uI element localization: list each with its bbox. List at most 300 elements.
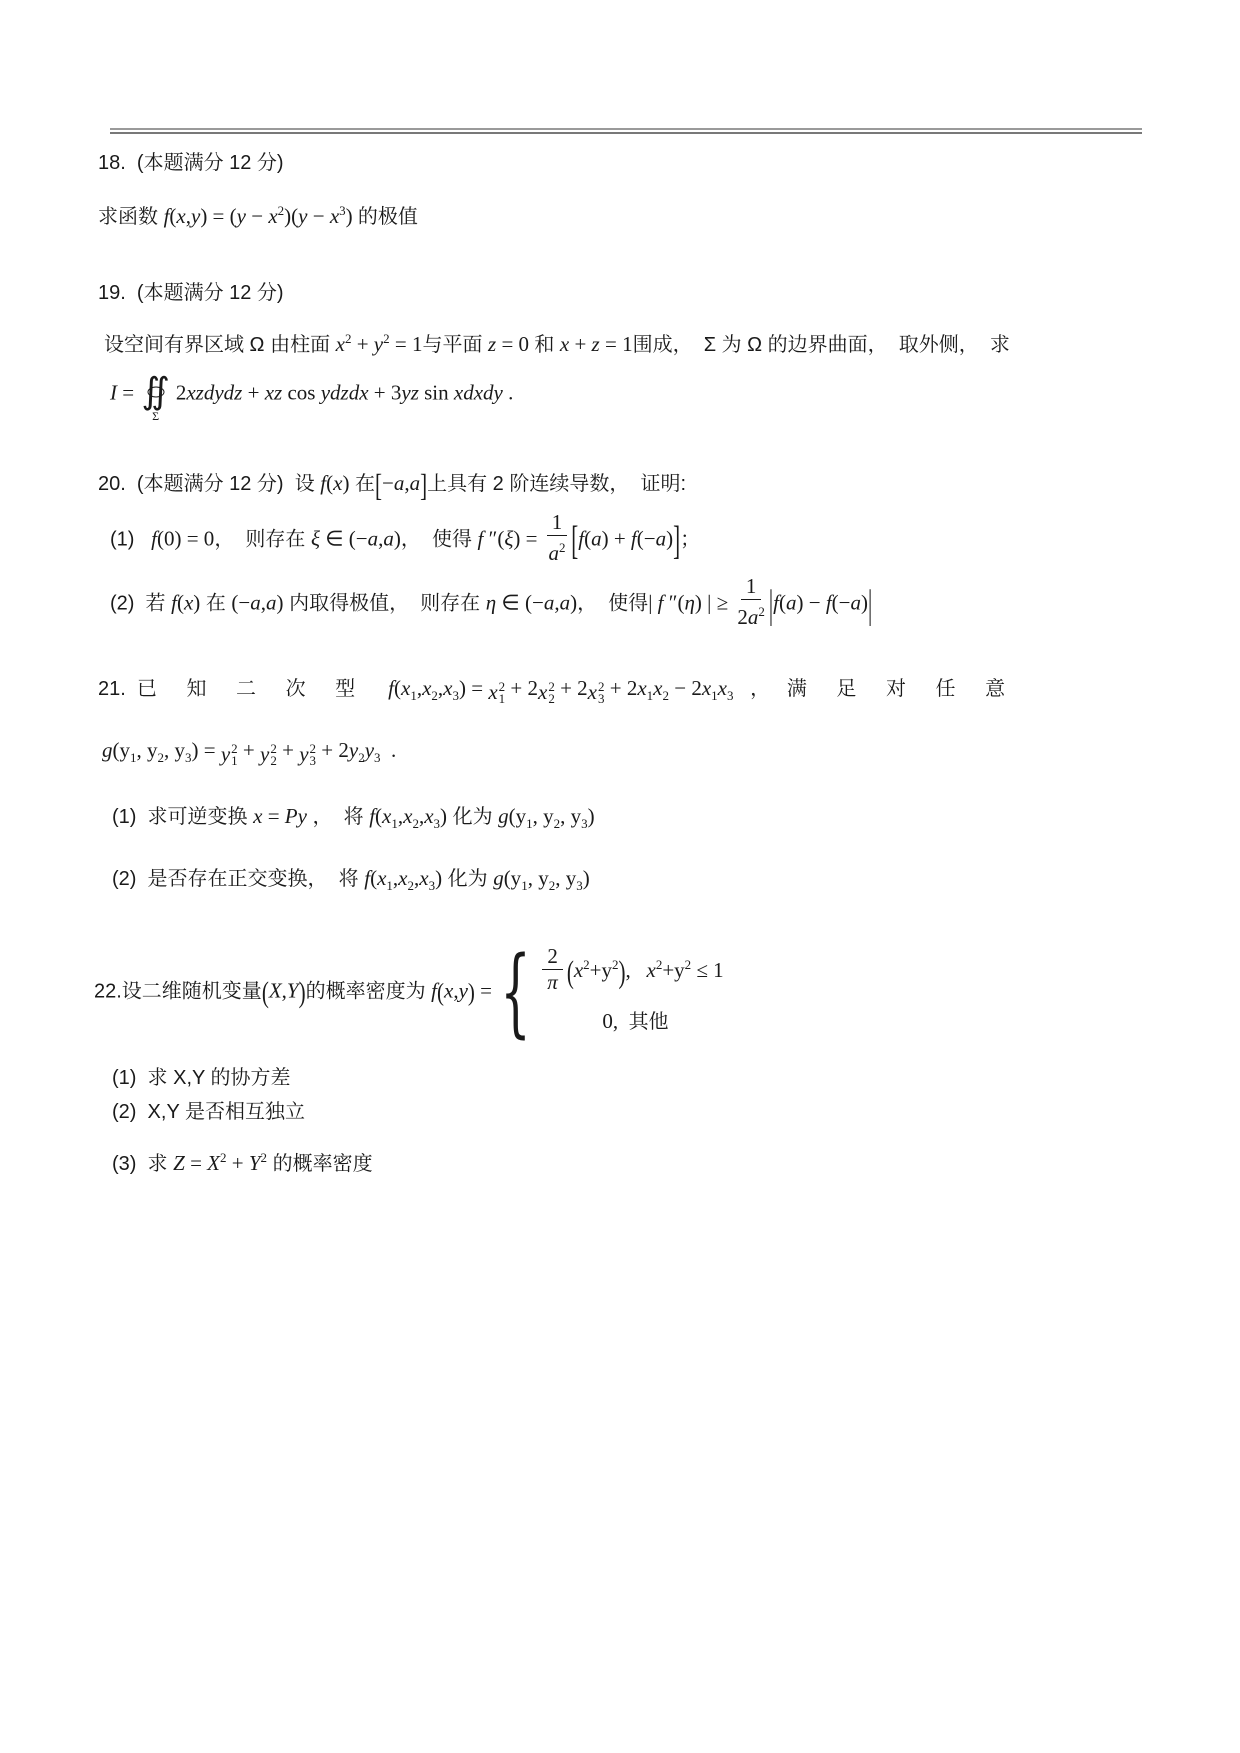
text-run: a: [266, 590, 277, 615]
text-run: z: [591, 332, 600, 356]
text-run: x: [398, 866, 408, 890]
text-run: x: [443, 676, 453, 700]
text-run: ): [587, 804, 595, 828]
text-run: (2) X,Y 是否相互独立: [112, 1101, 305, 1123]
text-run: ): [861, 590, 868, 615]
text-run: ): [467, 977, 475, 1007]
text-run: a: [250, 590, 261, 615]
text-run: 1: [526, 816, 533, 831]
text-run: X: [268, 978, 282, 1003]
question-18: [98, 148, 1142, 232]
text-run: +: [276, 738, 300, 762]
text-run: , y: [136, 738, 158, 762]
cases-row: [538, 944, 724, 996]
text-run: f: [369, 804, 376, 828]
text-run: 20. (本题满分 12 分) 设: [98, 473, 321, 495]
text-run: x: [335, 332, 345, 356]
sub-sup-group: [221, 739, 238, 769]
text-run: ， 使得: [577, 592, 649, 615]
text-run: 2: [558, 540, 566, 555]
text-run: = 1: [599, 332, 633, 356]
left-brace: {: [500, 936, 532, 1048]
sub-sup-group: [299, 739, 316, 769]
text-run: (: [566, 953, 574, 990]
ss-sup: 2: [309, 741, 317, 756]
text-run: x: [253, 804, 263, 828]
text-run: (−: [636, 526, 656, 551]
text-run: x: [419, 866, 429, 890]
text-run: 其他: [628, 1011, 669, 1033]
text-run: 2: [277, 203, 285, 218]
text-run: ): [193, 590, 201, 615]
text-run: 2: [583, 956, 590, 972]
text-run: 3: [452, 688, 459, 703]
ss-sub: 3: [309, 753, 317, 768]
math-fraction: [737, 575, 765, 629]
text-run: (y: [508, 804, 527, 828]
text-run: 2: [344, 331, 352, 346]
text-run: (: [436, 977, 444, 1007]
question-22: [94, 936, 1142, 1179]
text-run: x: [329, 204, 340, 228]
text-run: , y: [527, 866, 549, 890]
text-run: ,: [397, 804, 404, 828]
text-run: ,: [625, 957, 647, 982]
fraction-numerator: [542, 945, 563, 970]
text-run: a: [383, 526, 394, 551]
text-run: ) −: [796, 590, 826, 615]
text-run: .: [502, 380, 514, 405]
text-run: 设空间有界区域 Ω 由柱面: [104, 334, 336, 356]
text-run: a: [655, 526, 667, 551]
text-run: 2: [547, 944, 558, 968]
ss-base: x: [488, 680, 498, 704]
text-run: ， 将: [306, 806, 370, 828]
text-run: Py: [284, 804, 307, 828]
text-run: f: [364, 866, 371, 890]
text-run: x: [403, 804, 413, 828]
text-run: 2: [157, 750, 164, 765]
text-run: Y: [286, 978, 299, 1003]
math-fraction: [547, 511, 568, 565]
text-run: f: [388, 676, 394, 700]
text-run: 1: [551, 510, 563, 534]
cases-rows: [538, 944, 724, 1037]
text-run: 3: [581, 816, 588, 831]
text-run: ,: [392, 866, 399, 890]
ss-stack: [270, 743, 277, 767]
text-run: |: [868, 581, 873, 628]
text-run: |: [768, 581, 774, 628]
text-run: X: [207, 1151, 220, 1175]
text-run: (: [169, 204, 177, 228]
text-run: [: [375, 467, 382, 503]
text-run: ): [298, 975, 306, 1010]
text-run: ) =: [191, 738, 221, 762]
text-run: x: [701, 676, 712, 700]
text-run: =: [474, 978, 498, 1003]
text-run: 3: [339, 203, 346, 218]
text-run: y: [373, 332, 384, 356]
text-run: (y: [503, 866, 522, 890]
text-run: x: [443, 978, 454, 1003]
ss-sub: 2: [270, 753, 277, 768]
text-run: 2: [553, 816, 561, 831]
text-run: (: [375, 804, 383, 828]
ss-sup: 2: [548, 679, 555, 694]
text-run: (1) 求 X,Y 的协方差: [112, 1067, 291, 1089]
text-run: ]: [673, 517, 681, 564]
text-run: 和: [534, 334, 560, 356]
text-run: =: [117, 380, 140, 405]
text-run: ∈ (−: [496, 590, 544, 615]
text-run: a: [785, 590, 797, 615]
text-run: 围成， Σ 为 Ω 的边界曲面， 取外侧， 求: [632, 334, 1010, 356]
text-run: f: [163, 204, 170, 228]
text-run: ydzdx: [320, 380, 369, 405]
text-run: x: [637, 676, 647, 700]
text-run: y: [190, 204, 201, 228]
text-run: +: [351, 332, 374, 356]
text-run: 与平面: [422, 334, 489, 356]
text-run: a: [367, 526, 379, 551]
text-run: ): [435, 866, 443, 890]
text-run: ≤ 1: [691, 957, 724, 982]
text-run: ): [342, 471, 350, 495]
text-run: 3: [428, 878, 436, 893]
ss-sup: 2: [231, 741, 238, 756]
text-run: f: [578, 526, 585, 551]
text-run: ,: [260, 590, 267, 615]
text-run: f: [151, 526, 157, 551]
text-run: xz: [264, 380, 283, 405]
text-run: ]: [420, 467, 428, 503]
text-run: 的极值: [357, 206, 418, 228]
text-run: ,: [418, 804, 425, 828]
text-run: )(: [284, 204, 299, 228]
text-run: (3) 求: [112, 1153, 174, 1175]
text-run: 2: [662, 688, 669, 703]
text-run: 2: [431, 688, 438, 703]
text-run: 的概率密度: [267, 1153, 373, 1175]
text-run: 化为: [447, 806, 499, 828]
text-run: , y: [555, 866, 577, 890]
text-run: ): [393, 526, 401, 551]
text-run: ): [666, 526, 674, 551]
text-run: 2: [412, 816, 419, 831]
text-run: ): [440, 804, 448, 828]
ss-sub: 1: [498, 691, 506, 706]
integral-subscript: Σ: [152, 409, 160, 423]
text-run: 求函数: [98, 206, 164, 228]
text-run: +: [242, 380, 265, 405]
question-20: [98, 468, 1142, 631]
text-run: f: [477, 526, 484, 551]
text-run: 1: [130, 750, 137, 765]
question-22-statement: [94, 936, 1142, 1048]
text-run: 2: [611, 956, 619, 972]
text-run: 1: [521, 878, 528, 893]
text-run: 在: [349, 473, 375, 495]
text-run: a: [548, 541, 559, 565]
text-run: x: [333, 471, 343, 495]
text-run: y: [236, 204, 246, 228]
text-run: x: [573, 957, 584, 982]
question-19-statement: [104, 324, 1142, 360]
text-run: + 2: [604, 676, 638, 700]
text-run: ) =: [458, 676, 489, 700]
text-run: +: [569, 332, 592, 356]
text-run: 1: [646, 688, 654, 703]
text-run: f: [630, 526, 637, 551]
text-run: 2: [260, 1150, 268, 1165]
text-run: a: [850, 590, 861, 615]
text-run: ) = (: [200, 204, 237, 228]
text-run: xzdydz: [186, 380, 243, 405]
text-run: 3: [374, 750, 381, 765]
text-run: z: [488, 332, 497, 356]
text-run: ″(: [483, 526, 505, 551]
text-run: ,: [378, 526, 384, 551]
ss-base: x: [538, 680, 548, 704]
question-20-heading: [98, 467, 1142, 503]
question-22-part-2: [112, 1097, 1142, 1127]
text-run: cos: [282, 380, 321, 405]
text-run: (: [394, 676, 401, 700]
text-run: π: [547, 970, 558, 994]
question-19-heading: [98, 278, 1142, 308]
surface-integral-symbol: [141, 373, 170, 421]
ss-stack: [499, 681, 506, 705]
text-run: −: [307, 204, 330, 228]
text-run: ) +: [601, 526, 631, 551]
text-run: Z: [173, 1151, 185, 1175]
text-run: η: [485, 590, 497, 615]
text-run: 19. (本题满分 12 分): [98, 282, 284, 304]
text-run: ,: [453, 978, 459, 1003]
text-run: 1: [410, 688, 417, 703]
text-run: 上具有 2 阶连续导数， 证明:: [427, 473, 686, 495]
text-run: x: [382, 804, 392, 828]
question-19-integral: [110, 370, 1142, 423]
question-21-part-1: [112, 801, 1142, 839]
text-run: x: [717, 676, 727, 700]
text-run: 2: [175, 380, 187, 405]
text-run: x: [183, 590, 194, 615]
text-run: f: [431, 978, 437, 1003]
text-run: 2: [219, 1150, 227, 1165]
text-run: (2) 是否存在正交变换， 将: [112, 868, 365, 890]
text-run: 18. (本题满分 12 分): [98, 152, 284, 174]
text-run: 2: [737, 605, 748, 629]
ss-stack: [231, 743, 238, 767]
fraction-denominator: [547, 970, 558, 994]
text-run: =: [184, 1151, 208, 1175]
text-run: f: [171, 590, 177, 615]
text-run: y: [364, 738, 375, 762]
cases-row: [602, 1006, 723, 1037]
text-run: (: [370, 866, 378, 890]
question-20-part-2: [110, 574, 1142, 631]
question-18-body: [98, 196, 1142, 232]
fraction-denominator: [737, 600, 765, 629]
text-run: 满 足 对 任 意: [786, 678, 1018, 700]
sub-sup-group: [588, 677, 605, 707]
text-run: ， 则存在: [214, 528, 311, 551]
text-run: ξ: [504, 526, 514, 551]
text-run: f: [320, 471, 327, 495]
fraction-numerator: [547, 511, 568, 536]
ss-sub: 2: [548, 691, 555, 706]
text-run: g: [493, 866, 504, 890]
text-run: Y: [248, 1151, 261, 1175]
ss-sup: 2: [598, 679, 605, 694]
text-run: x: [646, 957, 656, 982]
text-run: f: [773, 590, 779, 615]
text-run: ,: [281, 978, 287, 1003]
text-run: + 2: [554, 676, 588, 700]
text-run: −: [382, 471, 394, 495]
text-run: , y: [560, 804, 582, 828]
text-run: 内取得极值， 则存在: [283, 592, 486, 615]
question-22-part-3: [112, 1143, 1142, 1179]
text-run: (: [261, 975, 269, 1010]
text-run: 2: [383, 331, 390, 346]
text-run: xdxdy: [453, 380, 503, 405]
text-run: x: [176, 204, 186, 228]
text-run: = 1: [389, 332, 423, 356]
text-run: + 2: [505, 676, 538, 700]
double-integral-glyph: ∫∫: [141, 373, 170, 411]
sub-sup-group: [488, 677, 505, 707]
text-run: 2: [655, 956, 663, 972]
text-run: g: [498, 804, 509, 828]
text-run: 2: [548, 878, 556, 893]
text-run: 2: [684, 956, 692, 972]
text-run: x: [422, 676, 432, 700]
text-run: x: [653, 676, 663, 700]
ss-sup: 2: [270, 741, 277, 756]
text-run: a: [543, 590, 555, 615]
text-run: ,: [413, 866, 420, 890]
text-run: y: [298, 204, 308, 228]
text-run: 的概率密度为: [305, 980, 432, 1003]
text-run: x: [559, 332, 570, 356]
text-run: ): [582, 866, 590, 890]
text-run: +: [226, 1151, 249, 1175]
text-run: f: [657, 590, 664, 615]
text-run: ): [345, 204, 358, 228]
ss-sup: 2: [498, 679, 506, 694]
text-run: , y: [164, 738, 185, 762]
text-run: , y: [532, 804, 554, 828]
text-run: ∈ (−: [319, 526, 368, 551]
text-run: y: [348, 738, 359, 762]
text-run: −: [245, 204, 269, 228]
text-run: +y: [662, 957, 685, 982]
text-run: 2: [358, 750, 365, 765]
ss-base: y: [260, 742, 270, 766]
text-run: +y: [589, 957, 612, 982]
text-run: yz: [401, 380, 419, 405]
text-run: ,: [185, 204, 191, 228]
question-21-part-2: [112, 863, 1142, 901]
text-run: [367, 676, 388, 700]
text-run: .: [380, 738, 397, 762]
ss-base: x: [587, 680, 597, 704]
text-run: ) =: [513, 526, 543, 551]
text-run: ): [570, 590, 578, 615]
text-run: 1: [745, 574, 757, 598]
text-run: sin: [418, 380, 454, 405]
text-run: ″(: [663, 590, 685, 615]
text-run: ξ: [310, 526, 320, 551]
text-run: (y: [112, 738, 130, 762]
integral-ring: [147, 387, 164, 398]
text-run: |: [648, 590, 658, 615]
text-run: (1): [110, 528, 152, 551]
text-run: x: [424, 804, 434, 828]
question-19: [98, 278, 1142, 423]
text-run: 22.设二维随机变量: [94, 980, 262, 1003]
text-run: 在: [200, 592, 232, 615]
text-run: ,: [416, 676, 423, 700]
text-run: (−: [231, 590, 251, 615]
text-run: +: [237, 738, 261, 762]
text-run: 1: [391, 816, 398, 831]
text-run: a: [747, 605, 759, 629]
question-22-part-1: [112, 1063, 1142, 1093]
top-divider: [110, 128, 1142, 134]
text-run: (: [176, 590, 184, 615]
text-run: = 0: [496, 332, 535, 356]
text-run: + 3: [368, 380, 402, 405]
text-run: ，: [733, 678, 787, 700]
sub-sup-group: [538, 677, 555, 707]
text-run: (−: [831, 590, 851, 615]
text-run: a: [591, 526, 602, 551]
text-run: x: [377, 866, 387, 890]
question-20-part-1: [110, 510, 1142, 567]
text-run: 已 知 二 次 型: [136, 678, 368, 700]
fraction-denominator: [548, 536, 565, 565]
sub-sup-group: [260, 739, 277, 769]
question-21-statement-1: [98, 673, 1142, 711]
question-21: [98, 673, 1142, 901]
text-run: (0) = 0: [156, 526, 215, 551]
text-run: − 2: [669, 676, 702, 700]
text-run: y: [458, 978, 468, 1003]
text-run: 0,: [602, 1009, 629, 1033]
text-run: I: [110, 380, 117, 405]
text-run: (: [584, 526, 592, 551]
text-run: ): [618, 953, 626, 990]
text-run: g: [102, 738, 113, 762]
text-run: ) | ≥: [694, 590, 734, 615]
question-21-statement-2: [102, 735, 1142, 773]
ss-sub: 3: [598, 691, 605, 706]
text-run: x: [268, 204, 278, 228]
text-run: ): [276, 590, 284, 615]
text-run: (: [326, 471, 334, 495]
text-run: x: [401, 676, 411, 700]
ss-stack: [598, 681, 605, 705]
text-run: ,: [437, 676, 444, 700]
text-run: 3: [433, 816, 441, 831]
text-run: [: [571, 517, 579, 564]
text-run: η: [684, 590, 695, 615]
question-18-heading: [98, 148, 1142, 178]
